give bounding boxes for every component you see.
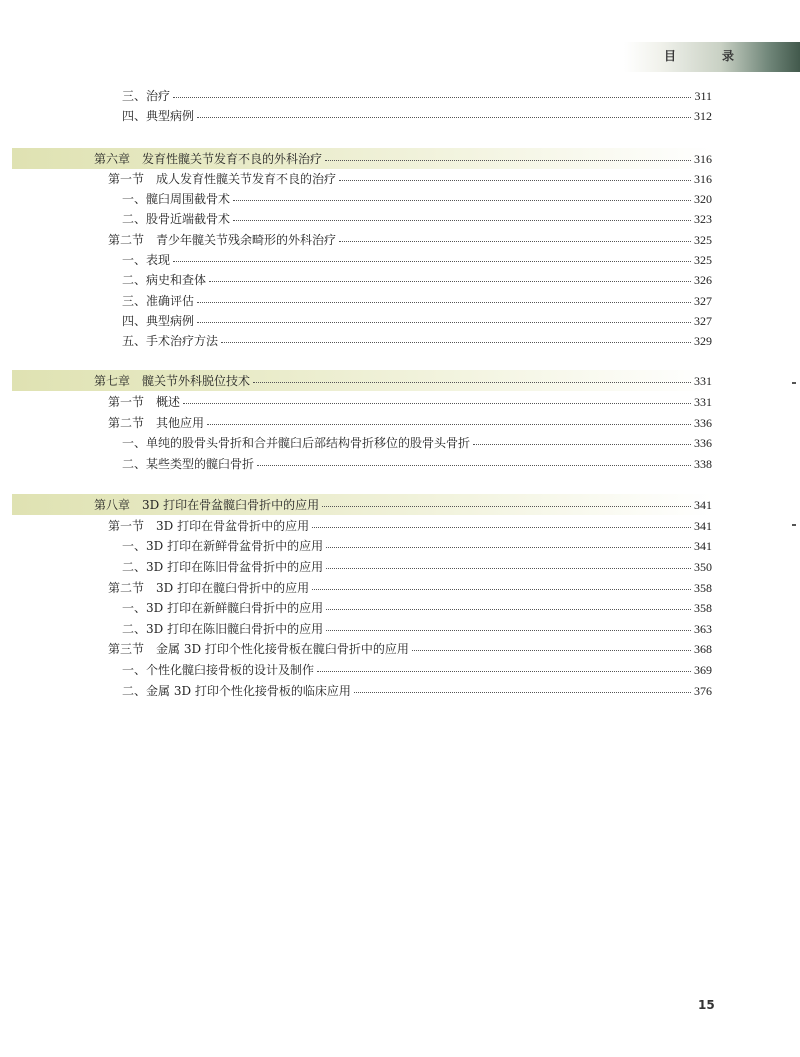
toc-entry-title: 一、3D 打印在新鲜骨盆骨折中的应用 — [122, 539, 324, 553]
toc-entry-title: 第一节 概述 — [108, 395, 181, 409]
toc-entry-page: 363 — [694, 622, 712, 636]
toc-entry[interactable] — [0, 209, 800, 229]
toc-entry-page: 341 — [694, 498, 712, 512]
toc-entry[interactable] — [0, 639, 800, 659]
toc-leader-dots — [197, 302, 691, 303]
toc-entry-page: 312 — [694, 109, 712, 123]
toc-entry-title: 第二节 3D 打印在髋臼骨折中的应用 — [108, 581, 310, 595]
toc-entry-page: 325 — [694, 233, 712, 247]
toc-entry[interactable] — [0, 106, 800, 126]
toc-entry-title: 一、个性化髋臼接骨板的设计及制作 — [122, 663, 315, 677]
toc-leader-dots — [312, 589, 691, 590]
toc-entry-page: 329 — [694, 334, 712, 348]
toc-entry[interactable] — [0, 454, 800, 474]
toc-entry-page: 316 — [694, 152, 712, 166]
toc-entry-page: 316 — [694, 172, 712, 186]
toc-leader-dots — [339, 241, 691, 242]
toc-entry-title: 一、表现 — [122, 253, 171, 267]
toc-entry-title: 一、髋臼周围截骨术 — [122, 192, 231, 206]
toc-entry-title: 一、单纯的股骨头骨折和合并髋臼后部结构骨折移位的股骨头骨折 — [122, 436, 471, 450]
toc-leader-dots — [173, 97, 691, 98]
toc-entry-title: 第三节 金属 3D 打印个性化接骨板在髋臼骨折中的应用 — [108, 642, 409, 656]
toc-entry-page: 336 — [694, 436, 712, 450]
toc-entry[interactable] — [0, 270, 800, 290]
toc-leader-dots — [312, 527, 691, 528]
toc-leader-dots — [197, 117, 691, 118]
toc-entry-title: 第一节 3D 打印在骨盆骨折中的应用 — [108, 519, 310, 533]
toc-entry-page: 311 — [694, 89, 712, 103]
toc-entry[interactable] — [0, 291, 800, 311]
page-number: 15 — [698, 998, 715, 1012]
toc-entry-title: 二、3D 打印在陈旧髋臼骨折中的应用 — [122, 622, 324, 636]
toc-entry-title: 第六章 发育性髋关节发育不良的外科治疗 — [94, 152, 323, 166]
toc-entry[interactable] — [0, 660, 800, 680]
toc-entry[interactable] — [0, 331, 800, 351]
toc-entry-title: 五、手术治疗方法 — [122, 334, 219, 348]
toc-entry[interactable] — [0, 149, 800, 169]
toc-leader-dots — [326, 609, 691, 610]
toc-entry-page: 331 — [694, 395, 712, 409]
toc-entry[interactable] — [0, 189, 800, 209]
toc-entry-page: 327 — [694, 294, 712, 308]
toc-entry-page: 325 — [694, 253, 712, 267]
toc-entry-page: 350 — [694, 560, 712, 574]
toc-entry-title: 二、金属 3D 打印个性化接骨板的临床应用 — [122, 684, 351, 698]
toc-entry-title: 第七章 髋关节外科脱位技术 — [94, 374, 251, 388]
toc-entry[interactable] — [0, 371, 800, 391]
toc-entry[interactable] — [0, 250, 800, 270]
toc-leader-dots — [339, 180, 691, 181]
toc-entry[interactable] — [0, 681, 800, 701]
toc-leader-dots — [326, 568, 691, 569]
toc-entry-page: 336 — [694, 416, 712, 430]
toc-entry[interactable] — [0, 598, 800, 618]
toc-entry-page: 358 — [694, 601, 712, 615]
toc-entry[interactable] — [0, 413, 800, 433]
toc-entry[interactable] — [0, 169, 800, 189]
toc-leader-dots — [257, 465, 691, 466]
toc-leader-dots — [325, 160, 691, 161]
toc-entry[interactable] — [0, 433, 800, 453]
toc-leader-dots — [253, 382, 691, 383]
toc-entry[interactable] — [0, 557, 800, 577]
toc-entry-title: 第一节 成人发育性髋关节发育不良的治疗 — [108, 172, 337, 186]
toc-leader-dots — [473, 444, 691, 445]
toc-entry-page: 320 — [694, 192, 712, 206]
toc-entry-page: 326 — [694, 273, 712, 287]
toc-entry-page: 368 — [694, 642, 712, 656]
toc-entry-title: 三、治疗 — [122, 89, 171, 103]
toc-leader-dots — [209, 281, 691, 282]
toc-entry-page: 369 — [694, 663, 712, 677]
toc-entry[interactable] — [0, 392, 800, 412]
toc-leader-dots — [326, 630, 691, 631]
page-title — [664, 47, 734, 64]
toc-leader-dots — [173, 261, 691, 262]
toc-entry[interactable] — [0, 536, 800, 556]
toc-leader-dots — [207, 424, 691, 425]
toc-entry-page: 327 — [694, 314, 712, 328]
toc-entry-page: 341 — [694, 539, 712, 553]
toc-entry[interactable] — [0, 516, 800, 536]
toc-entry[interactable] — [0, 619, 800, 639]
toc-entry-page: 358 — [694, 581, 712, 595]
toc-entry-title: 三、准确评估 — [122, 294, 195, 308]
toc-entry[interactable] — [0, 86, 800, 106]
toc-entry-title: 第八章 3D 打印在骨盆髋臼骨折中的应用 — [94, 498, 320, 512]
toc-entry-page: 338 — [694, 457, 712, 471]
toc-entry-page: 376 — [694, 684, 712, 698]
toc-entry-title: 二、病史和查体 — [122, 273, 207, 287]
toc-entry[interactable] — [0, 495, 800, 515]
toc-leader-dots — [183, 403, 691, 404]
toc-entry-title: 二、某些类型的髋臼骨折 — [122, 457, 255, 471]
toc-entry-title: 二、3D 打印在陈旧骨盆骨折中的应用 — [122, 560, 324, 574]
toc-entry-title: 第二节 其他应用 — [108, 416, 205, 430]
toc-entry-title: 四、典型病例 — [122, 109, 195, 123]
toc-entry-page: 341 — [694, 519, 712, 533]
toc-leader-dots — [233, 200, 691, 201]
toc-entry-title: 四、典型病例 — [122, 314, 195, 328]
toc-leader-dots — [354, 692, 691, 693]
toc-entry-page: 331 — [694, 374, 712, 388]
toc-leader-dots — [322, 506, 691, 507]
toc-leader-dots — [221, 342, 691, 343]
toc-entry[interactable] — [0, 578, 800, 598]
toc-entry[interactable] — [0, 230, 800, 250]
toc-entry-title: 一、3D 打印在新鲜髋臼骨折中的应用 — [122, 601, 324, 615]
toc-entry-title: 二、股骨近端截骨术 — [122, 212, 231, 226]
toc-leader-dots — [326, 547, 691, 548]
toc-leader-dots — [233, 220, 691, 221]
page-title-char-2: 录 — [721, 49, 734, 63]
toc-entry[interactable] — [0, 311, 800, 331]
toc-leader-dots — [197, 322, 691, 323]
page-title-char-1: 目 — [664, 49, 677, 63]
toc-entry-page: 323 — [694, 212, 712, 226]
toc-entry-title: 第二节 青少年髋关节残余畸形的外科治疗 — [108, 233, 337, 247]
toc-leader-dots — [412, 650, 691, 651]
toc-leader-dots — [317, 671, 691, 672]
